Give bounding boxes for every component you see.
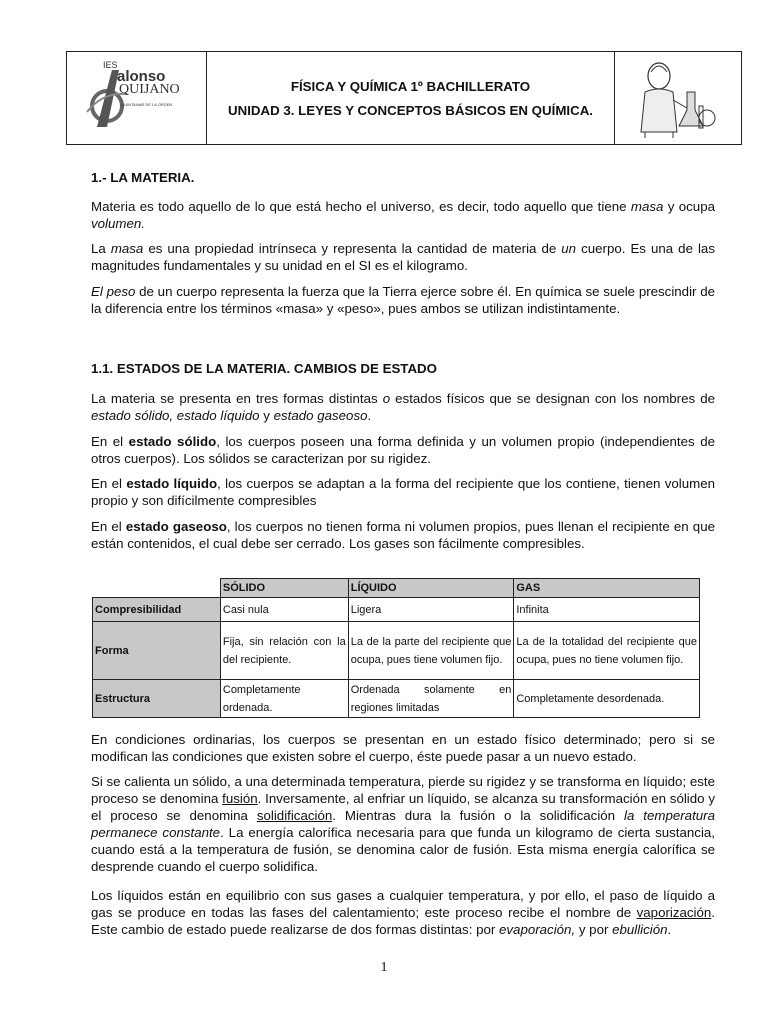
table-row xyxy=(93,622,700,680)
paragraph-masa: La masa es una propiedad intrínseca y representa la cantidad de materia de un cuerpo. Es una de las magnitudes fundamentales y su unidad en el SI es el kilogramo. xyxy=(91,241,715,273)
table-cell: Casi nula xyxy=(220,598,348,622)
table-cell: La de la parte del recipiente que ocupa, pues tiene volumen fijo. xyxy=(348,622,514,680)
table-row xyxy=(93,680,700,718)
table-header-row xyxy=(93,579,700,598)
logo-emblem-icon xyxy=(67,52,205,144)
table-cell: Completamente ordenada. xyxy=(220,680,348,718)
table-cell: Ordenada solamente en regiones limitadas xyxy=(348,680,514,718)
chemist-lab-icon xyxy=(615,52,739,144)
states-comparison-table xyxy=(92,578,700,718)
table-empty-corner xyxy=(93,579,221,598)
table-header-cell: GAS xyxy=(514,579,700,598)
document-header xyxy=(66,51,742,145)
table-row-label: Compresibilidad xyxy=(93,598,221,622)
section-heading-materia: 1.- LA MATERIA. xyxy=(91,170,195,185)
table-cell: Fija, sin relación con la del recipiente. xyxy=(220,622,348,680)
paragraph-condiciones: En condiciones ordinarias, los cuerpos se presentan en un estado físico determinado; pero si se modifican las condiciones que existen sobre el cuerpo, éste puede pasar a un nuevo estado. xyxy=(91,732,715,764)
school-logo xyxy=(67,52,207,144)
table-header-cell: LÍQUIDO xyxy=(348,579,514,598)
header-title-line1: FÍSICA Y QUÍMICA 1º BACHILLERATO xyxy=(290,78,531,94)
paragraph-solido: En el estado sólido, los cuerpos poseen una forma definida y un volumen propio (independientes de otros cuerpos). Los sólidos se caracterizan por su rigidez. xyxy=(91,434,715,466)
logo-tagline: QUINTANAR DE LA ORDEN xyxy=(121,102,173,107)
paragraph-fusion: Si se calienta un sólido, a una determinada temperatura, pierde su rigidez y se transforma en líquido; este proceso se denomina fusión. Inversamente, al enfriar un líquido, se alcanza su transformación en sólido y el proceso se denomina solidificación. Mientras dura la fusión o la solidificación la temperatura permanece constante. La energía calorífica necesaria para que funda un kilogramo de cierta sustancia, cuando está a la temperatura de fusión, se denomina calor de fusión. Esta misma energía calorífica se desprende cuando el cuerpo solidifica. xyxy=(91,774,715,874)
page-number: 1 xyxy=(380,960,388,975)
paragraph-vaporizacion: Los líquidos están en equilibrio con sus gases a cualquier temperatura, y por ello, el paso de líquido a gas se produce en todas las fases del calentamiento; este proceso recibe el nombre de vaporización. Este cambio de estado puede realizarse de dos formas distintas: por evaporación, y por ebullición. xyxy=(91,888,715,937)
table-cell: Ligera xyxy=(348,598,514,622)
logo-alonso: alonso xyxy=(117,68,166,85)
table-row xyxy=(93,598,700,622)
paragraph-liquido: En el estado líquido, los cuerpos se adaptan a la forma del recipiente que los contiene, tienen volumen propio y son difícilmente compresibles xyxy=(91,476,715,508)
table-row-label: Forma xyxy=(93,622,221,680)
section-heading-estados: 1.1. ESTADOS DE LA MATERIA. CAMBIOS DE ESTADO xyxy=(91,361,437,376)
table-cell: Infinita xyxy=(514,598,700,622)
header-title-block xyxy=(207,52,615,144)
logo-quijano: QUIJANO xyxy=(119,82,180,97)
chemistry-illustration xyxy=(615,52,741,144)
table-header-cell: SÓLIDO xyxy=(220,579,348,598)
logo-ies: IES xyxy=(103,60,118,70)
table-cell: Completamente desordenada. xyxy=(514,680,700,718)
header-title-line2: UNIDAD 3. LEYES Y CONCEPTOS BÁSICOS EN QUÍMICA. xyxy=(228,102,593,118)
table-cell: La de la totalidad del recipiente que ocupa, pues no tiene volumen fijo. xyxy=(514,622,700,680)
paragraph-peso: El peso de un cuerpo representa la fuerza que la Tierra ejerce sobre él. En química se suele prescindir de la diferencia entre los términos «masa» y «peso», pues ambos se utilizan indistintamente. xyxy=(91,284,715,316)
paragraph-estados-intro: La materia se presenta en tres formas distintas o estados físicos que se designan con los nombres de estado sólido, estado líquido y estado gaseoso. xyxy=(91,391,715,423)
paragraph-materia-definition: Materia es todo aquello de lo que está hecho el universo, es decir, todo aquello que tiene masa y ocupa volumen. xyxy=(91,199,715,231)
table-row-label: Estructura xyxy=(93,680,221,718)
paragraph-gaseoso: En el estado gaseoso, los cuerpos no tienen forma ni volumen propios, pues llenan el recipiente en que están contenidos, el cual debe ser cerrado. Los gases son fácilmente compresibles. xyxy=(91,519,715,551)
